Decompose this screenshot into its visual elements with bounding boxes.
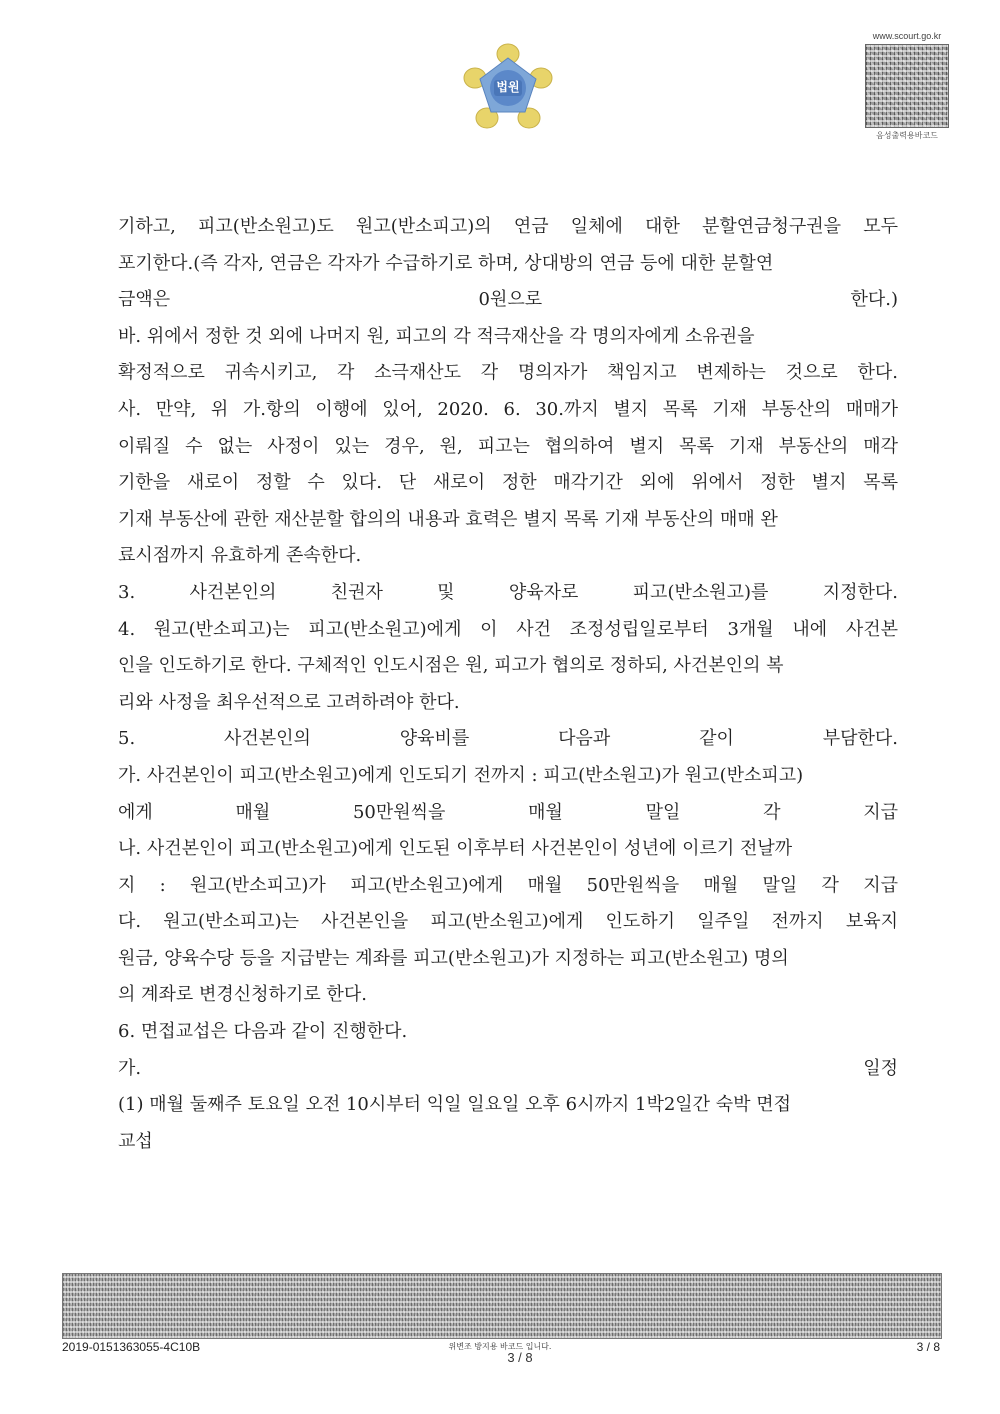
page-number-right: 3 / 8	[916, 1340, 940, 1354]
body-line: 교섭	[118, 1130, 153, 1152]
body-line: 6. 면접교섭은 다음과 같이 진행한다.	[118, 1021, 408, 1043]
body-line: 포기한다.(즉 각자, 연금은 각자가 수급하기로 하며, 상대방의 연금 등에 대한 분할연	[118, 252, 774, 274]
body-line: 원금, 양육수당 등을 지급받는 계좌를 피고(반소원고)가 지정하는 피고(반소원고) 명의	[118, 947, 789, 969]
document-body	[118, 209, 898, 1160]
body-line: 기하고, 피고(반소원고)도 원고(반소피고)의 연금 일체에 대한 분할연금청구권을 모두	[118, 216, 898, 237]
body-line: 이뤄질 수 없는 사정이 있는 경우, 원, 피고는 협의하여 별지 목록 기재 부동산의 매각	[118, 435, 898, 457]
body-line: 3. 사건본인의 친권자 및 양육자로 피고(반소원고)를 지정한다.	[118, 581, 898, 603]
court-emblem-icon	[462, 42, 554, 134]
document-id: 2019-0151363055-4C10B	[62, 1340, 201, 1354]
qr-url: www.scourt.go.kr	[872, 31, 942, 41]
body-line: 리와 사정을 최우선적으로 고려하려야 한다.	[118, 691, 460, 713]
body-line: 사. 만약, 위 가.항의 이행에 있어, 2020. 6. 30.까지 별지 목록 기재 부동산의 매매가	[118, 398, 898, 420]
body-line: 5. 사건본인의 양육비를 다음과 같이 부담한다.	[118, 728, 898, 750]
barcode-notice: 위변조 방지용 바코드 입니다.	[448, 1342, 552, 1351]
body-line: 료시점까지 유효하게 존속한다.	[118, 545, 362, 567]
body-line: (1) 매월 둘째주 토요일 오전 10시부터 익일 일요일 오후 6시까지 1박2일간 숙박 면접	[118, 1094, 792, 1116]
body-line: 가. 일정	[118, 1057, 898, 1079]
body-line: 4. 원고(반소피고)는 피고(반소원고)에게 이 사건 조정성립일로부터 3개월 내에 사건본	[118, 618, 898, 640]
body-line: 기재 부동산에 관한 재산분할 합의의 내용과 효력은 별지 목록 기재 부동산의 매매 완	[118, 508, 778, 530]
body-line: 바. 위에서 정한 것 외에 나머지 원, 피고의 각 적극재산을 각 명의자에게 소유권을	[118, 325, 755, 347]
body-line: 다. 원고(반소피고)는 사건본인을 피고(반소원고)에게 인도하기 일주일 전까지 보육지	[118, 911, 898, 933]
body-line: 인을 인도하기로 한다. 구체적인 인도시점은 원, 피고가 협의로 정하되, 사건본인의 복	[118, 655, 784, 677]
body-line: 확정적으로 귀속시키고, 각 소극재산도 각 명의자가 책임지고 변제하는 것으로 한다.	[118, 362, 898, 384]
body-line: 지 : 원고(반소피고)가 피고(반소원고)에게 매월 50만원씩을 매월 말일 각 지급	[118, 874, 898, 896]
qr-caption: 음성출력용바코드	[876, 131, 938, 140]
body-line: 금액은 0원으로 한다.)	[118, 289, 898, 311]
body-line: 가. 사건본인이 피고(반소원고)에게 인도되기 전까지 : 피고(반소원고)가 원고(반소피고)	[118, 764, 804, 786]
page-number-center: 3 / 8	[507, 1350, 533, 1365]
emblem-label: 법원	[496, 80, 520, 94]
body-line: 에게 매월 50만원씩을 매월 말일 각 지급	[118, 801, 898, 823]
body-line: 의 계좌로 변경신청하기로 한다.	[118, 984, 367, 1006]
anti-forgery-barcode-icon	[62, 1273, 942, 1339]
qr-code-icon	[865, 44, 949, 128]
body-line: 나. 사건본인이 피고(반소원고)에게 인도된 이후부터 사건본인이 성년에 이르기 전날까	[118, 838, 793, 860]
body-line: 기한을 새로이 정할 수 있다. 단 새로이 정한 매각기간 외에 위에서 정한 별지 목록	[118, 472, 898, 494]
qr-block	[864, 30, 950, 141]
